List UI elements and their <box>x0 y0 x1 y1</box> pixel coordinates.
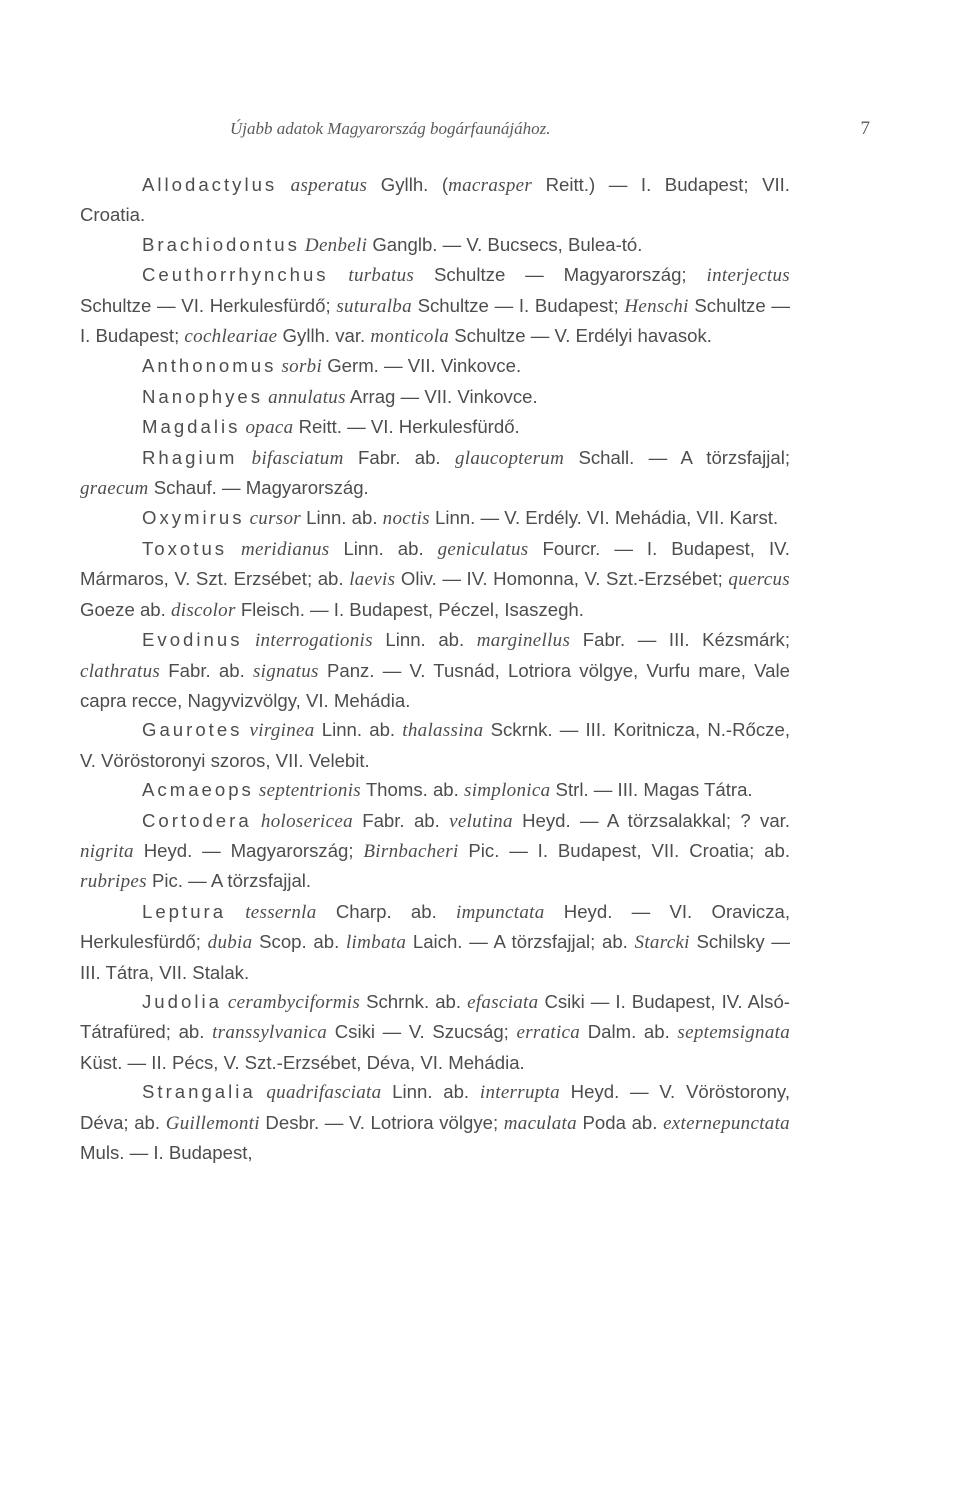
species-name: monticola <box>370 326 450 348</box>
entry-text: Pic. — A törzsfajjal. <box>146 870 312 892</box>
entry-text: Strl. — III. Magas Tátra. <box>550 779 753 801</box>
species-name: interjectus <box>706 265 790 287</box>
species-name: interrogationis <box>242 630 373 652</box>
entry-text: Reitt.) — I. Budapest; VII. Croatia. <box>80 174 790 226</box>
entry-text: Dalm. ab. <box>580 1021 678 1043</box>
species-name: noctis <box>382 508 430 530</box>
species-name: erratica <box>516 1022 581 1044</box>
species-list <box>80 170 790 1167</box>
entry-text: Ganglb. — V. Bucsecs, Bulea-tó. <box>367 233 643 255</box>
entry-text: Germ. — VII. Vinkovce. <box>322 355 522 377</box>
species-entry <box>80 806 790 897</box>
species-name: sorbi <box>276 356 323 378</box>
species-name: septentrionis <box>253 780 361 802</box>
species-name: cursor <box>244 508 301 530</box>
species-entry <box>80 625 790 715</box>
entry-text: Schultze — I. Budapest; <box>80 294 790 347</box>
entry-text: Fourcr. — I. Budapest, IV. Mármaros, V. Szt. Erzsébet; ab. <box>80 537 790 590</box>
page-number: 7 <box>860 118 870 139</box>
genus-name: Evodinus <box>142 629 243 651</box>
species-entry <box>80 775 790 805</box>
entry-text: Linn. ab. <box>329 537 438 559</box>
species-name: tessernla <box>226 901 317 923</box>
species-name: septemsignata <box>677 1022 791 1044</box>
species-entry <box>80 412 790 442</box>
entry-text: Schultze — V. Erdélyi havasok. <box>449 325 712 347</box>
entry-text: Muls. — I. Budapest, <box>80 1142 253 1163</box>
genus-name: Gaurotes <box>142 719 243 741</box>
species-name: cerambyciformis <box>221 991 361 1013</box>
species-name: bifasciatum <box>237 447 344 469</box>
entry-text: Oliv. — IV. Homonna, V. Szt.-Erzsébet; <box>395 568 729 590</box>
entry-text: Linn. ab. <box>314 719 403 741</box>
species-name: geniculatus <box>437 538 529 560</box>
species-name: efasciata <box>467 991 539 1013</box>
species-entry <box>80 170 790 230</box>
entry-text: Fabr. — III. Kézsmárk; <box>570 629 790 651</box>
species-entry <box>80 534 790 625</box>
genus-name: Allodactylus <box>142 174 278 195</box>
species-name: interrupta <box>479 1082 560 1104</box>
entry-text: Panz. — V. Tusnád, Lotriora völgye, Vurfu mare, Vale capra recce, Nagyvizvölgy, VI. Mehádia. <box>80 659 790 711</box>
species-name: Henschi <box>624 295 689 317</box>
species-name: virginea <box>242 720 315 742</box>
species-name: suturalba <box>336 295 412 317</box>
entry-text: Sckrnk. — III. Koritnicza, N.-Rőcze, V. Vöröstoronyi szoros, VII. Velebit. <box>80 719 790 771</box>
species-name: turbatus <box>328 265 415 287</box>
entry-text: Laich. — A törzsfajjal; ab. <box>406 931 635 953</box>
species-entry <box>80 443 790 504</box>
species-name: rubripes <box>80 871 147 893</box>
entry-text: Fabr. ab. <box>352 809 450 831</box>
species-name: graecum <box>80 478 149 500</box>
genus-name: Nanophyes <box>142 385 264 407</box>
species-name: cochleariae <box>184 326 278 348</box>
species-name: glaucopterum <box>454 447 565 469</box>
entry-text: Linn. ab. <box>381 1081 480 1103</box>
species-name: meridianus <box>227 538 330 560</box>
species-name: simplonica <box>464 780 551 802</box>
species-name: macrasper <box>448 175 533 196</box>
entry-text: Linn. — V. Erdély. VI. Mehádia, VII. Karst. <box>429 507 779 529</box>
entry-text: Csiki — I. Budapest, IV. Alsó-Tátrafüred; ab. <box>80 990 790 1043</box>
entry-text: Goeze ab. <box>80 598 171 620</box>
genus-name: Ceuthorrhynchus <box>142 264 329 286</box>
genus-name: Rhagium <box>142 446 238 468</box>
entry-text: Linn. ab. <box>372 629 477 651</box>
genus-name: Oxymirus <box>142 507 245 529</box>
species-name: thalassina <box>402 720 484 742</box>
entry-text: Linn. ab. <box>300 507 383 529</box>
genus-name: Magdalis <box>142 416 241 438</box>
entry-text: Gyllh. var. <box>277 325 371 347</box>
species-entry <box>80 260 790 351</box>
species-name: nigrita <box>80 840 134 862</box>
entry-text: Heyd. — VI. Oravicza, Herkulesfürdő; <box>80 900 791 953</box>
genus-name: Acmaeops <box>142 779 254 801</box>
entry-text: Küst. — II. Pécs, V. Szt.-Erzsébet, Déva, VI. Mehádia. <box>80 1051 525 1073</box>
entry-text: Schultze — VI. Herkulesfürdő; <box>80 294 337 316</box>
entry-text: Thoms. ab. <box>360 779 464 801</box>
species-name: externepunctata <box>663 1112 790 1134</box>
species-name: Guillemonti <box>165 1112 260 1134</box>
species-entry <box>80 715 790 775</box>
species-name: opaca <box>240 417 294 439</box>
species-name: Denbeli <box>299 234 368 256</box>
genus-name: Toxotus <box>142 537 228 559</box>
genus-name: Strangalia <box>142 1081 256 1103</box>
entry-text: Schultze — Magyarország; <box>414 264 707 286</box>
entry-text: Heyd. — V. Vöröstorony, Déva; ab. <box>80 1081 790 1133</box>
entry-text: Fleisch. — I. Budapest, Péczel, Isaszegh. <box>235 598 584 620</box>
species-name: transsylvanica <box>212 1022 328 1044</box>
entry-text: Csiki — V. Szucság; <box>327 1021 517 1043</box>
genus-name: Leptura <box>142 900 227 922</box>
species-name: annulatus <box>263 386 346 408</box>
species-name: laevis <box>349 569 396 591</box>
species-name: quercus <box>728 569 790 591</box>
entry-text: Schultze — I. Budapest; <box>411 294 625 316</box>
entry-text: Desbr. — V. Lotriora völgye; <box>259 1111 504 1133</box>
entry-text: Charp. ab. <box>316 900 457 922</box>
entry-text: Schauf. — Magyarország. <box>148 477 369 499</box>
species-name: holosericea <box>251 810 353 832</box>
species-entry <box>80 503 790 533</box>
entry-text: Schrnk. ab. <box>360 990 468 1012</box>
species-name: discolor <box>170 599 236 621</box>
entry-text: Fabr. ab. <box>160 659 253 681</box>
species-entry <box>80 230 790 260</box>
species-entry <box>80 987 790 1077</box>
entry-text: Schall. — A törzsfajjal; <box>564 446 790 468</box>
entry-text: Arrag — VII. Vinkovce. <box>345 385 538 407</box>
species-name: quadrifasciata <box>255 1082 382 1104</box>
entry-text: Reitt. — VI. Herkulesfürdő. <box>293 416 520 438</box>
species-name: marginellus <box>476 630 571 652</box>
species-name: dubia <box>207 932 253 954</box>
entry-text: Pic. — I. Budapest, VII. Croatia; ab. <box>458 839 791 861</box>
entry-text: Scop. ab. <box>252 931 346 953</box>
genus-name: Brachiodontus <box>142 233 300 255</box>
entry-text: Fabr. ab. <box>343 446 455 468</box>
species-name: maculata <box>503 1112 577 1134</box>
species-name: Starcki <box>634 932 690 954</box>
entry-text: Poda ab. <box>576 1111 664 1133</box>
running-title: Újabb adatok Magyarország bogárfaunájához. <box>230 119 551 138</box>
species-name: clathratus <box>80 660 161 682</box>
entry-text: Heyd. — A törzsalakkal; ? var. <box>512 809 790 831</box>
species-entry <box>80 1077 790 1167</box>
entry-text: Heyd. — Magyarország; <box>133 839 364 861</box>
entry-text: Gyllh. ( <box>367 174 449 195</box>
species-name: Birnbacheri <box>363 840 459 862</box>
species-name: asperatus <box>277 175 368 196</box>
species-name: impunctata <box>456 901 545 923</box>
genus-name: Judolia <box>142 990 222 1012</box>
species-entry <box>80 382 790 412</box>
running-head <box>80 118 870 140</box>
entry-text: Schilsky — III. Tátra, VII. Stalak. <box>80 931 790 983</box>
species-name: signatus <box>252 660 319 682</box>
species-entry <box>80 351 790 381</box>
species-name: limbata <box>345 932 407 954</box>
species-entry <box>80 897 790 987</box>
species-name: velutina <box>449 810 513 832</box>
genus-name: Anthonomus <box>142 355 277 377</box>
genus-name: Cortodera <box>142 809 252 831</box>
